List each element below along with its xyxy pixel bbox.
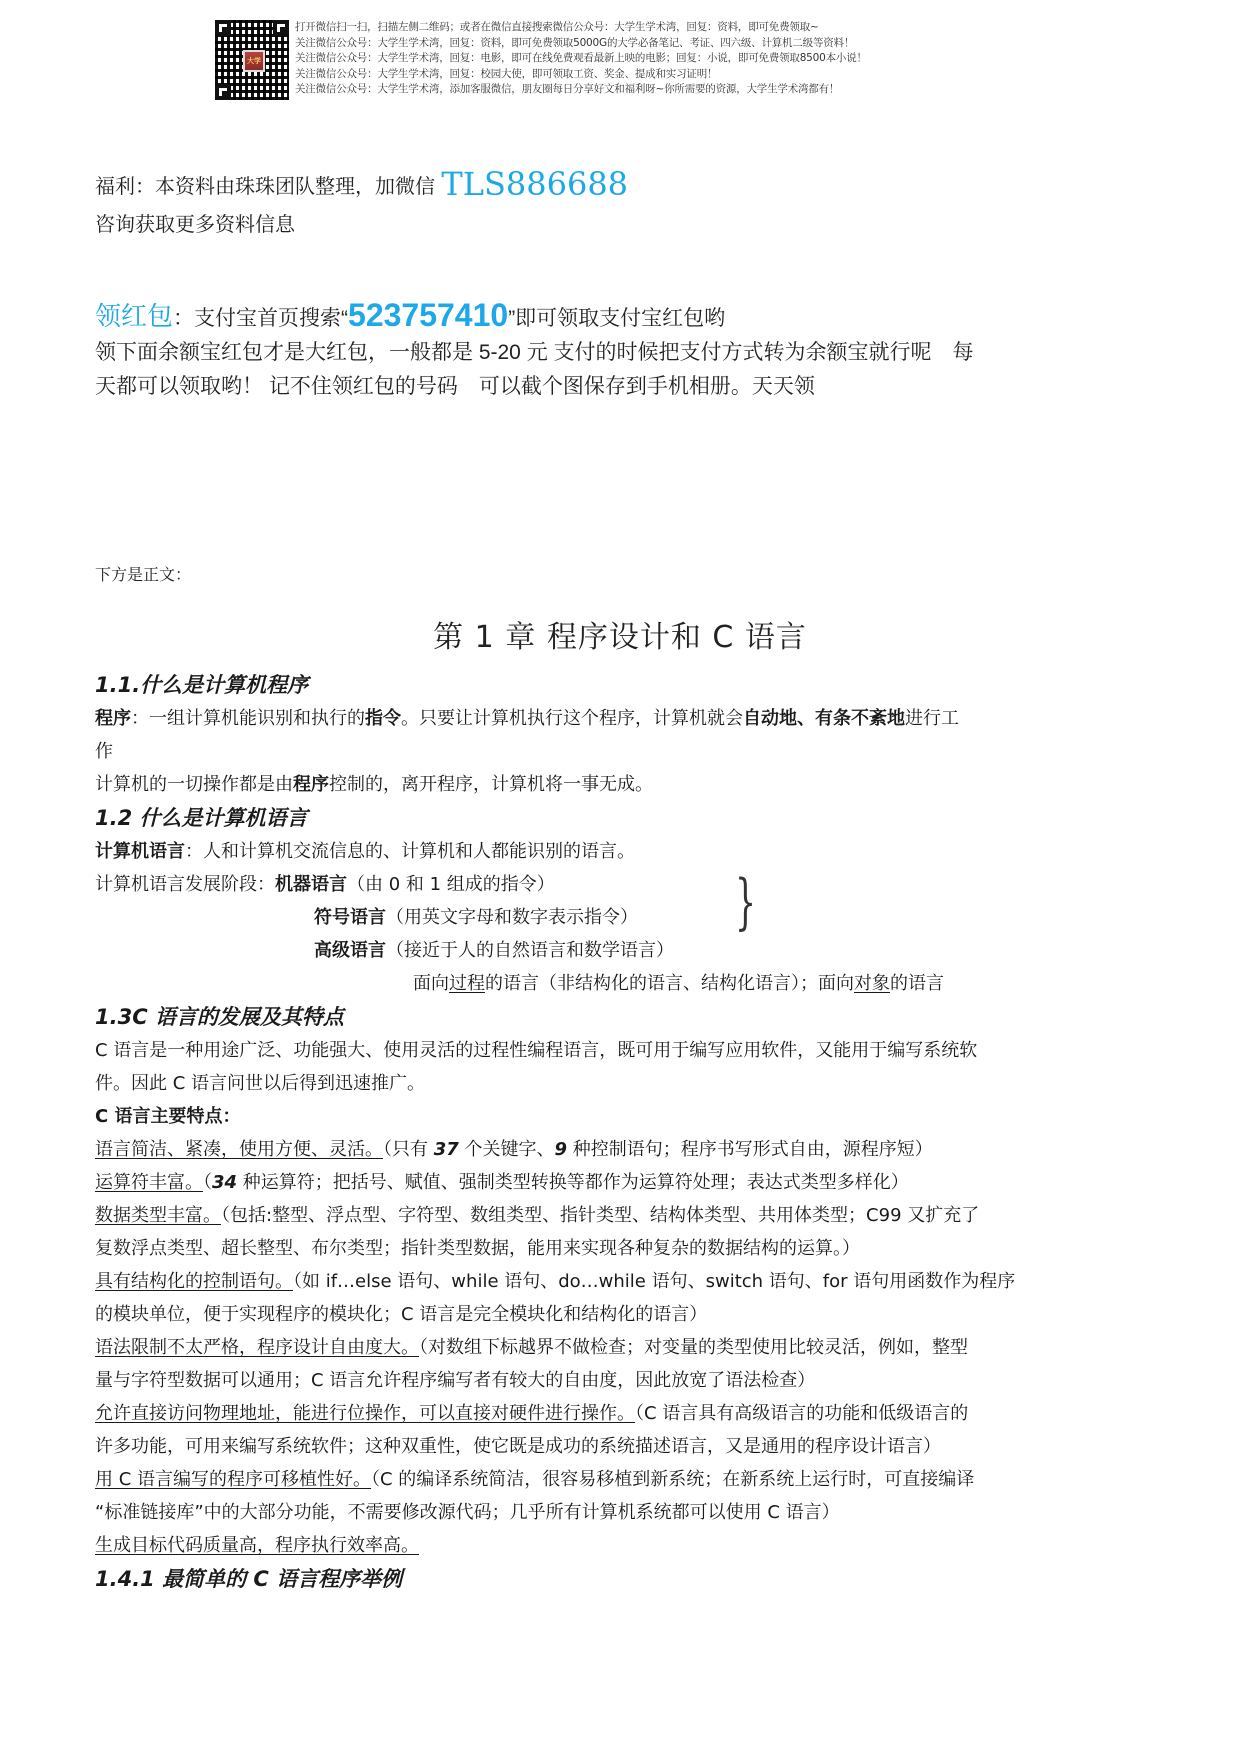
term: 计算机语言: [95, 841, 185, 862]
feature-title: 语法限制不太严格，程序设计自由度大。: [95, 1337, 419, 1358]
stage-name: 高级语言: [314, 940, 386, 961]
promo-redpacket: [95, 298, 1155, 404]
text: ：人和计算机交流信息的、计算机和人都能识别的语言。: [185, 841, 635, 862]
feature-wrap: 复数浮点类型、超长整型、布尔类型；指针类型数据，能用来实现各种复杂的数据结构的运算。）: [95, 1238, 860, 1259]
text: （: [203, 1172, 212, 1193]
brace-icon: }: [735, 867, 757, 937]
text: ：一组计算机能识别和执行的: [131, 708, 365, 729]
qr-finder-pattern: [215, 84, 231, 100]
language-stages: [95, 868, 1170, 967]
section-heading: 1.2 什么是计算机语言: [95, 806, 308, 830]
feature-wrap: 量与字符型数据可以通用；C 语言允许程序编写者有较大的自由度，因此放宽了语法检查）: [95, 1370, 816, 1391]
stage-item: [95, 868, 1170, 901]
text: 种运算符；把括号、赋值、强制类型转换等都作为运算符处理；表达式类型多样化）: [237, 1172, 909, 1193]
feature-item: [95, 1133, 1170, 1166]
section-heading: 1.1.什么是计算机程序: [95, 673, 309, 697]
term: 程序: [95, 708, 131, 729]
paragraph: C 语言是一种用途广泛、功能强大、使用灵活的过程性编程语言，既可用于编写应用软件，又能用于编写系统软: [95, 1040, 978, 1061]
feature-title: 数据类型丰富。: [95, 1205, 221, 1226]
underlined-term: 对象: [854, 973, 890, 994]
stage-desc: （用英文字母和数字表示指令）: [386, 907, 638, 928]
text: （C 语言具有高级语言的功能和低级语言的: [635, 1403, 969, 1424]
paragraph-wrap: 件。因此 C 语言问世以后得到迅速推广。: [95, 1073, 426, 1094]
text: 。只要让计算机执行这个程序，计算机就会: [401, 708, 743, 729]
paragraph: [95, 835, 1170, 868]
feature-title: 语言简洁、紧凑，使用方便、灵活。: [95, 1139, 383, 1160]
qr-code-icon: [215, 20, 289, 100]
stage-name: 机器语言: [275, 874, 347, 895]
feature-wrap: 的模块单位，便于实现程序的模块化；C 语言是完全模块化和结构化的语言）: [95, 1304, 708, 1325]
chapter-title: 第 1 章 程序设计和 C 语言: [433, 620, 807, 655]
term: 自动地、有条不紊地: [743, 708, 905, 729]
stages-label: 计算机语言发展阶段：: [95, 874, 275, 895]
feature-title: 允许直接访问物理地址，能进行位操作，可以直接对硬件进行操作。: [95, 1403, 635, 1424]
feature-title: 具有结构化的控制语句。: [95, 1271, 293, 1292]
stage-desc: （接近于人的自然语言和数学语言）: [386, 940, 674, 961]
text: 进行工: [905, 708, 959, 729]
term: 程序: [293, 774, 329, 795]
promo-text: ”即可领取支付宝红包哟: [508, 307, 726, 330]
feature-item: [95, 1529, 1170, 1562]
number: 34: [212, 1172, 238, 1193]
text: （包括:整型、浮点型、字符型、数组类型、指针类型、结构体类型、共用体类型；C99 又扩充了: [221, 1205, 980, 1226]
banner-line: 打开微信扫一扫，扫描左侧二维码；或者在微信直接搜索微信公众号：大学生学术湾，回复：资料，即可免费领取~: [295, 21, 819, 33]
paragraph: [95, 702, 1170, 735]
feature-item: [95, 1397, 1170, 1430]
stage-item: [95, 901, 1170, 934]
promo-text: 咨询获取更多资料信息: [95, 212, 295, 236]
text: （只有: [383, 1139, 434, 1160]
qr-logo: 大学: [243, 50, 265, 72]
stage-desc: （由 0 和 1 组成的指令）: [347, 874, 555, 895]
text: （对数组下标越界不做检查；对变量的类型使用比较灵活，例如，整型: [419, 1337, 968, 1358]
chapter-body: [95, 668, 1170, 1596]
underlined-term: 过程: [449, 973, 485, 994]
term: 指令: [365, 708, 401, 729]
promo-text: 福利：本资料由珠珠团队整理，加微信: [95, 174, 435, 198]
text: 的语言: [890, 973, 944, 994]
feature-item: [95, 1199, 1170, 1232]
banner-line: 关注微信公众号：大学生学术湾，添加客服微信，朋友圈每日分享好文和福利呀~你所需要的资源，大学生学术湾都有！: [295, 83, 840, 96]
promo-text: 领下面余额宝红包才是大红包，一般都是 5-20 元 支付的时候把支付方式转为余额宝就行呢 每: [95, 341, 974, 364]
feature-title: 生成目标代码质量高，程序执行效率高。: [95, 1535, 419, 1556]
feature-wrap: “标准链接库”中的大部分功能，不需要修改源代码；几乎所有计算机系统都可以使用 C 语言）: [95, 1502, 840, 1523]
text: 个关键字、: [458, 1139, 555, 1160]
paragraph: [95, 967, 1170, 1000]
feature-wrap: 许多功能，可用来编写系统软件；这种双重性，使它既是成功的系统描述语言，又是通用的程序设计语言）: [95, 1436, 941, 1457]
qr-finder-pattern: [215, 20, 231, 36]
section-heading: 1.3C 语言的发展及其特点: [95, 1005, 344, 1029]
redpacket-lead: 领红包: [95, 301, 174, 331]
number: 37: [433, 1139, 459, 1160]
banner-line: 关注微信公众号：大学生学术湾，回复：资料，即可免费领取5000G的大学必备笔记、考证、四六级、计算机二级等资料！: [295, 36, 855, 49]
feature-item: [95, 1331, 1170, 1364]
text: 面向: [413, 973, 449, 994]
text: 计算机的一切操作都是由: [95, 774, 293, 795]
text: 种控制语句；程序书写形式自由，源程序短）: [567, 1139, 933, 1160]
stage-item: [95, 934, 1170, 967]
promo-banner: [215, 20, 955, 102]
text: （如 if…else 语句、while 语句、do…while 语句、switch 语句、for 语句用函数作为程序: [293, 1271, 1016, 1292]
text: 控制的，离开程序，计算机将一事无成。: [329, 774, 653, 795]
banner-line: 关注微信公众号：大学生学术湾，回复：电影，即可在线免费观看最新上映的电影；回复：小说，即可免费领取8500本小说！: [295, 52, 867, 65]
section-heading: 1.4.1 最简单的 C 语言程序举例: [95, 1567, 403, 1591]
paragraph: [95, 768, 1170, 801]
banner-line: 关注微信公众号：大学生学术湾，回复：校园大使，即可领取工资、奖金、提成和实习证明！: [295, 67, 718, 80]
banner-text: [295, 20, 867, 98]
feature-title: 运算符丰富。: [95, 1172, 203, 1193]
stage-name: 符号语言: [314, 907, 386, 928]
qr-finder-pattern: [273, 20, 289, 36]
promo-wechat: [95, 165, 628, 243]
text: 的语言（非结构化的语言、结构化语言）；面向: [485, 973, 854, 994]
feature-item: [95, 1463, 1170, 1496]
paragraph-wrap: 作: [95, 741, 113, 762]
intro-label: 下方是正文：: [95, 565, 192, 584]
promo-text: ：支付宝首页搜索“: [173, 307, 349, 330]
feature-item: [95, 1166, 1170, 1199]
wechat-id: TLS886688: [441, 165, 629, 203]
text: （C 的编译系统简洁，很容易移植到新系统；在新系统上运行时，可直接编译: [371, 1469, 975, 1490]
feature-item: [95, 1265, 1170, 1298]
features-title: C 语言主要特点：: [95, 1106, 241, 1127]
number: 9: [554, 1139, 568, 1160]
redpacket-code: 523757410: [348, 297, 509, 333]
feature-title: 用 C 语言编写的程序可移植性好。: [95, 1469, 372, 1490]
promo-text: 天都可以领取哟！ 记不住领红包的号码 可以截个图保存到手机相册。天天领: [95, 375, 815, 398]
